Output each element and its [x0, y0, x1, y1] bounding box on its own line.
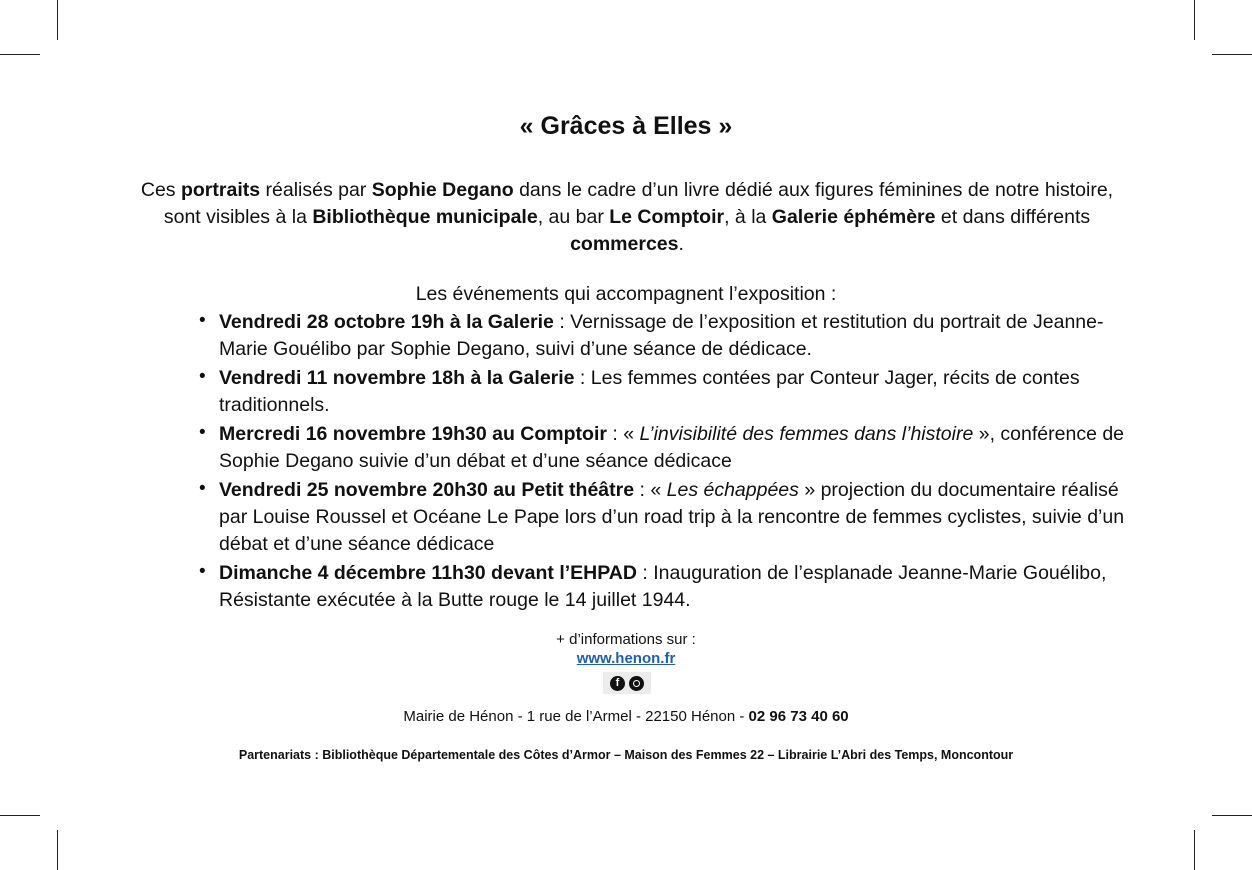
events-heading: Les événements qui accompagnent l’exposition :	[415, 283, 837, 305]
intro-text: et dans différents	[935, 206, 1091, 228]
intro-text: , à la	[724, 206, 772, 228]
intro-bold: commerces	[570, 233, 679, 255]
crop-mark-top-left-vertical	[57, 0, 58, 40]
crop-mark-bottom-right-vertical	[1194, 830, 1195, 870]
bullet-icon: •	[199, 310, 206, 331]
intro-text: Ces	[140, 179, 181, 201]
address-line	[0, 708, 1252, 725]
partners-line: Partenariats : Bibliothèque Départementale des Côtes d’Armor – Maison des Femmes 22 – Librairie L’Abri des Temps, Moncontour	[238, 748, 1014, 762]
crop-mark-bottom-right-horizontal	[1212, 815, 1252, 816]
intro-bold: Galerie éphémère	[771, 206, 936, 228]
intro-text: réalisés par	[260, 179, 372, 201]
intro-bold: Sophie Degano	[371, 179, 514, 201]
more-info-label: + d’informations sur :	[556, 631, 696, 648]
intro-paragraph	[126, 177, 1128, 258]
more-info	[0, 630, 1252, 668]
event-item	[197, 560, 1127, 614]
bullet-icon: •	[199, 422, 206, 443]
event-description: : Inauguration de l’esplanade Jeanne-Marie Gouélibo, Résistante exécutée à la Butte rouge le 14 juillet 1944.	[219, 562, 1107, 611]
bullet-icon: •	[199, 561, 206, 582]
crop-mark-top-left-horizontal	[0, 54, 40, 55]
intro-text: dans le cadre d’un livre dédié aux figures féminines de notre histoire, sont visibles à la	[163, 179, 1114, 228]
event-item	[197, 365, 1127, 419]
intro-bold: Bibliothèque municipale	[312, 206, 538, 228]
event-description: » projection du documentaire réalisé par Louise Roussel et Océane Le Pape lors d’un road trip à la rencontre de femmes cyclistes, suivie d’un débat et d’une séance dédicace	[219, 479, 1125, 555]
bullet-icon: •	[199, 478, 206, 499]
intro-text: , au bar	[537, 206, 610, 228]
intro-bold: portraits	[180, 179, 261, 201]
event-date: Dimanche 4 décembre 11h30 devant l’EHPAD	[219, 562, 637, 584]
website-link[interactable]: www.henon.fr	[576, 650, 676, 667]
crop-mark-top-right-vertical	[1194, 0, 1195, 40]
social-icons	[603, 672, 651, 694]
event-date: Mercredi 16 novembre 19h30 au Comptoir	[219, 423, 607, 445]
event-description: : Vernissage de l’exposition et restitution du portrait de Jeanne-Marie Gouélibo par Sophie Degano, suivi d’une séance de dédicace.	[219, 311, 1104, 360]
event-title: Les échappées	[666, 479, 799, 501]
event-item	[197, 477, 1127, 558]
event-date: Vendredi 11 novembre 18h à la Galerie	[219, 367, 575, 389]
event-quote-open: : «	[606, 423, 640, 445]
crop-mark-top-right-horizontal	[1212, 54, 1252, 55]
event-title: L’invisibilité des femmes dans l’histoire	[639, 423, 974, 445]
address-text: Mairie de Hénon - 1 rue de l’Armel - 22150 Hénon -	[403, 708, 749, 725]
event-quote-open: : «	[634, 479, 667, 501]
crop-mark-bottom-left-horizontal	[0, 815, 40, 816]
event-item	[197, 309, 1127, 363]
event-date: Vendredi 28 octobre 19h à la Galerie	[219, 311, 554, 333]
event-item	[197, 421, 1127, 475]
intro-bold: Le Comptoir	[609, 206, 725, 228]
bullet-icon: •	[199, 366, 206, 387]
instagram-icon[interactable]	[629, 676, 644, 691]
event-date: Vendredi 25 novembre 20h30 au Petit théâtre	[219, 479, 635, 501]
phone-number: 02 96 73 40 60	[748, 708, 849, 725]
facebook-icon[interactable]: f	[610, 676, 625, 691]
event-description: : Les femmes contées par Conteur Jager, récits de contes traditionnels.	[219, 367, 1080, 416]
page-title: « Grâces à Elles »	[519, 112, 733, 140]
crop-mark-bottom-left-vertical	[57, 830, 58, 870]
event-description: », conférence de Sophie Degano suivie d’un débat et d’une séance dédicace	[219, 423, 1125, 472]
intro-text: .	[678, 233, 684, 255]
events-list	[197, 309, 1127, 616]
